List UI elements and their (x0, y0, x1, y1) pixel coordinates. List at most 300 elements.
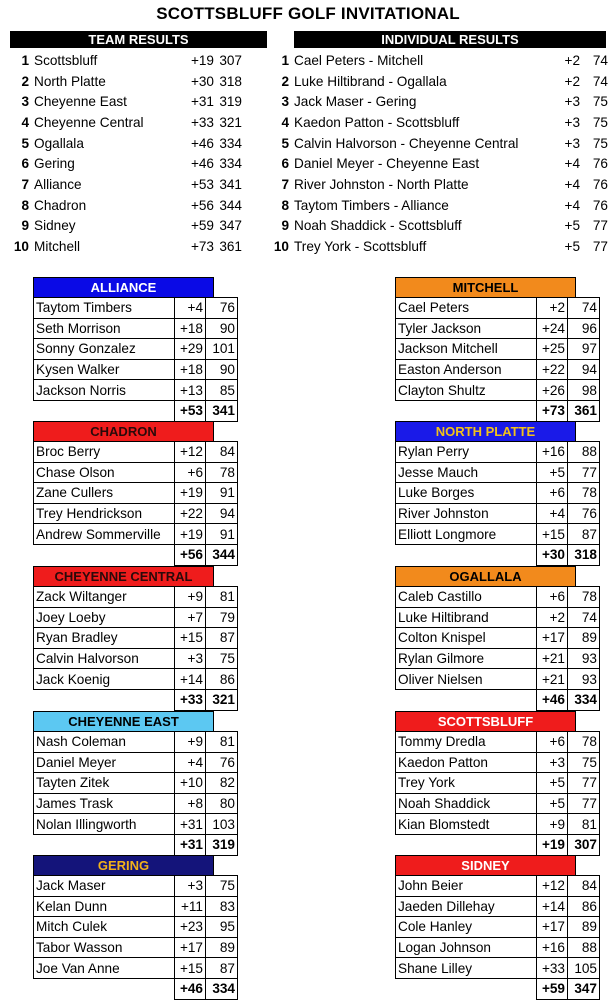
player-to-par: +19 (175, 483, 206, 504)
player-row (34, 607, 238, 628)
team-total-row (34, 689, 238, 710)
player-score: 103 (206, 814, 238, 835)
team-total-row (34, 400, 238, 421)
player-row (34, 339, 238, 360)
player-score: 77 (568, 793, 600, 814)
individual-result-row-score: 76 (592, 197, 608, 213)
individual-result-row (270, 153, 608, 174)
player-name: John Beier (396, 876, 537, 897)
player-row (396, 793, 600, 814)
player-to-par: +3 (175, 648, 206, 669)
player-score: 89 (568, 917, 600, 938)
player-row (34, 752, 238, 773)
individual-result-row (270, 112, 608, 133)
player-name: Taytom Timbers (34, 298, 175, 319)
player-name: Joey Loeby (34, 607, 175, 628)
team-result-row (12, 216, 242, 237)
team-result-row-to-par: +19 (190, 52, 214, 68)
player-name: River Johnston (396, 503, 537, 524)
player-name: Tabor Wasson (34, 937, 175, 958)
team-result-row-to-par: +56 (190, 197, 214, 213)
player-name: Cael Peters (396, 298, 537, 319)
player-to-par: +9 (175, 732, 206, 753)
player-name: James Trask (34, 793, 175, 814)
team-card-header: CHEYENNE EAST (33, 711, 214, 731)
team-total-score: 307 (568, 834, 600, 855)
player-to-par: +3 (175, 876, 206, 897)
player-name: Nash Coleman (34, 732, 175, 753)
player-to-par: +9 (537, 814, 568, 835)
team-result-row-name: North Platte (34, 73, 106, 89)
player-row (34, 814, 238, 835)
team-result-row-rank: 1 (21, 52, 29, 68)
player-score: 90 (206, 359, 238, 380)
player-score: 94 (206, 503, 238, 524)
player-name: Ryan Bradley (34, 628, 175, 649)
individual-result-row-name: Luke Hiltibrand - Ogallala (294, 73, 447, 89)
individual-result-row-score: 75 (592, 114, 608, 130)
player-score: 95 (206, 917, 238, 938)
player-score: 94 (568, 359, 600, 380)
individual-result-row (270, 216, 608, 237)
team-result-row-name: Gering (34, 156, 75, 172)
player-row (396, 628, 600, 649)
team-results-table (12, 50, 242, 257)
total-spacer (34, 544, 175, 565)
player-score: 81 (206, 587, 238, 608)
player-to-par: +26 (537, 380, 568, 401)
player-score: 89 (206, 937, 238, 958)
team-result-row-name: Chadron (34, 197, 87, 213)
individual-result-row-to-par: +2 (564, 52, 580, 68)
team-card-ogallala (395, 566, 597, 711)
player-row (34, 524, 238, 545)
team-result-row-score: 319 (219, 94, 242, 110)
player-row (396, 524, 600, 545)
total-spacer (34, 978, 175, 999)
player-to-par: +17 (537, 628, 568, 649)
individual-result-row-name: River Johnston - North Platte (294, 176, 469, 192)
player-to-par: +9 (175, 587, 206, 608)
player-row (396, 607, 600, 628)
team-total-to-par: +33 (175, 689, 206, 710)
player-name: Chase Olson (34, 462, 175, 483)
player-score: 75 (206, 648, 238, 669)
player-to-par: +23 (175, 917, 206, 938)
player-score: 91 (206, 524, 238, 545)
individual-result-row-score: 74 (592, 73, 608, 89)
player-name: Kelan Dunn (34, 896, 175, 917)
team-result-row-rank: 5 (21, 135, 29, 151)
team-result-row-rank: 3 (21, 94, 29, 110)
player-score: 93 (568, 669, 600, 690)
team-card-gering (33, 855, 235, 1000)
player-to-par: +18 (175, 318, 206, 339)
player-name: Kysen Walker (34, 359, 175, 380)
player-to-par: +2 (537, 298, 568, 319)
player-name: Kian Blomstedt (396, 814, 537, 835)
player-name: Calvin Halvorson (34, 648, 175, 669)
player-name: Logan Johnson (396, 937, 537, 958)
player-score: 78 (568, 483, 600, 504)
team-result-row-score: 347 (219, 218, 242, 234)
team-result-row-to-par: +46 (190, 135, 214, 151)
player-score: 88 (568, 442, 600, 463)
player-to-par: +12 (175, 442, 206, 463)
player-score: 87 (206, 958, 238, 979)
team-total-row (396, 978, 600, 999)
player-score: 78 (206, 462, 238, 483)
player-name: Tommy Dredla (396, 732, 537, 753)
player-score: 87 (568, 524, 600, 545)
team-result-row-rank: 7 (21, 176, 29, 192)
player-score: 89 (568, 628, 600, 649)
total-spacer (396, 689, 537, 710)
team-total-row (34, 834, 238, 855)
player-to-par: +14 (537, 896, 568, 917)
team-result-row-to-par: +73 (190, 239, 214, 255)
player-row (396, 937, 600, 958)
player-score: 82 (206, 773, 238, 794)
player-to-par: +29 (175, 339, 206, 360)
player-score: 81 (206, 732, 238, 753)
individual-result-row-to-par: +5 (564, 239, 580, 255)
team-card-cheyenne-east (33, 711, 235, 856)
team-total-score: 344 (206, 544, 238, 565)
player-row (34, 503, 238, 524)
team-total-to-par: +30 (537, 544, 568, 565)
team-result-row-rank: 8 (21, 197, 29, 213)
team-total-row (34, 544, 238, 565)
player-row (396, 814, 600, 835)
individual-result-row-score: 75 (592, 94, 608, 110)
player-score: 84 (568, 876, 600, 897)
team-card-header: ALLIANCE (33, 277, 214, 297)
player-name: Broc Berry (34, 442, 175, 463)
team-result-row (12, 112, 242, 133)
player-score: 84 (206, 442, 238, 463)
individual-result-row-rank: 4 (281, 114, 289, 130)
player-row (34, 958, 238, 979)
team-card-chadron (33, 421, 235, 566)
player-row (34, 732, 238, 753)
individual-result-row (270, 174, 608, 195)
player-to-par: +22 (175, 503, 206, 524)
player-to-par: +10 (175, 773, 206, 794)
team-total-to-par: +46 (175, 978, 206, 999)
individual-result-row-rank: 1 (281, 52, 289, 68)
team-card-cheyenne-central (33, 566, 235, 711)
team-total-row (34, 978, 238, 999)
player-name: Nolan Illingworth (34, 814, 175, 835)
player-to-par: +3 (537, 752, 568, 773)
player-row (396, 318, 600, 339)
individual-result-row (270, 71, 608, 92)
team-result-row-rank: 9 (21, 218, 29, 234)
player-row (34, 298, 238, 319)
team-result-row-rank: 4 (21, 114, 29, 130)
individual-result-row-name: Kaedon Patton - Scottsbluff (294, 114, 460, 130)
individual-result-row-score: 76 (592, 176, 608, 192)
player-row (396, 339, 600, 360)
team-card-header: CHADRON (33, 421, 214, 441)
team-result-row-score: 361 (219, 239, 242, 255)
individual-result-row-to-par: +3 (564, 135, 580, 151)
player-to-par: +31 (175, 814, 206, 835)
player-to-par: +8 (175, 793, 206, 814)
player-row (396, 587, 600, 608)
total-spacer (396, 544, 537, 565)
player-to-par: +12 (537, 876, 568, 897)
individual-result-row-to-par: +5 (564, 218, 580, 234)
player-row (396, 359, 600, 380)
player-score: 78 (568, 587, 600, 608)
player-to-par: +19 (175, 524, 206, 545)
individual-result-row-rank: 2 (281, 73, 289, 89)
individual-result-row (270, 195, 608, 216)
player-row (34, 628, 238, 649)
player-score: 76 (568, 503, 600, 524)
team-result-row-score: 341 (219, 176, 242, 192)
player-row (34, 937, 238, 958)
player-name: Rylan Perry (396, 442, 537, 463)
individual-result-row-name: Jack Maser - Gering (294, 94, 417, 110)
player-row (34, 896, 238, 917)
player-row (34, 876, 238, 897)
player-to-par: +5 (537, 462, 568, 483)
player-name: Caleb Castillo (396, 587, 537, 608)
player-score: 77 (568, 462, 600, 483)
player-row (396, 876, 600, 897)
team-result-row (12, 174, 242, 195)
team-total-score: 334 (206, 978, 238, 999)
player-name: Jaeden Dillehay (396, 896, 537, 917)
team-result-row-rank: 6 (21, 156, 29, 172)
team-result-row (12, 50, 242, 71)
player-name: Joe Van Anne (34, 958, 175, 979)
total-spacer (34, 834, 175, 855)
player-name: Seth Morrison (34, 318, 175, 339)
player-row (34, 793, 238, 814)
team-result-row-score: 334 (219, 156, 242, 172)
player-score: 105 (568, 958, 600, 979)
player-score: 86 (568, 896, 600, 917)
team-result-row (12, 133, 242, 154)
player-name: Clayton Shultz (396, 380, 537, 401)
player-name: Sonny Gonzalez (34, 339, 175, 360)
player-score: 101 (206, 339, 238, 360)
team-result-row-score: 321 (219, 114, 242, 130)
player-to-par: +15 (175, 628, 206, 649)
player-score: 80 (206, 793, 238, 814)
player-name: Daniel Meyer (34, 752, 175, 773)
player-to-par: +2 (537, 607, 568, 628)
player-to-par: +4 (537, 503, 568, 524)
individual-result-row-to-par: +2 (564, 73, 580, 89)
player-to-par: +14 (175, 669, 206, 690)
player-score: 91 (206, 483, 238, 504)
player-name: Noah Shaddick (396, 793, 537, 814)
player-name: Jack Maser (34, 876, 175, 897)
player-row (34, 587, 238, 608)
player-row (34, 462, 238, 483)
player-to-par: +4 (175, 298, 206, 319)
team-result-row-to-par: +59 (190, 218, 214, 234)
team-result-row-to-par: +53 (190, 176, 214, 192)
player-row (396, 648, 600, 669)
player-row (396, 752, 600, 773)
player-row (34, 917, 238, 938)
player-name: Easton Anderson (396, 359, 537, 380)
total-spacer (34, 689, 175, 710)
team-total-score: 321 (206, 689, 238, 710)
team-total-to-par: +46 (537, 689, 568, 710)
player-score: 96 (568, 318, 600, 339)
player-row (396, 732, 600, 753)
team-result-row-to-par: +30 (190, 73, 214, 89)
player-to-par: +21 (537, 669, 568, 690)
individual-result-row-score: 77 (592, 218, 608, 234)
player-row (396, 298, 600, 319)
player-row (34, 359, 238, 380)
player-to-par: +13 (175, 380, 206, 401)
team-result-row-score: 344 (219, 197, 242, 213)
team-card-sidney (395, 855, 597, 1000)
player-name: Luke Hiltibrand (396, 607, 537, 628)
player-row (34, 318, 238, 339)
individual-result-row-rank: 3 (281, 94, 289, 110)
team-result-row-score: 318 (219, 73, 242, 89)
player-to-par: +17 (175, 937, 206, 958)
individual-result-row-rank: 7 (281, 176, 289, 192)
player-to-par: +6 (537, 732, 568, 753)
individual-results-table (270, 50, 608, 257)
player-to-par: +33 (537, 958, 568, 979)
team-result-row (12, 91, 242, 112)
team-result-row-score: 307 (219, 52, 242, 68)
individual-result-row-to-par: +4 (564, 197, 580, 213)
player-to-par: +16 (537, 937, 568, 958)
player-row (34, 442, 238, 463)
team-card-header: NORTH PLATTE (395, 421, 576, 441)
player-name: Colton Knispel (396, 628, 537, 649)
individual-result-row-rank: 10 (273, 239, 289, 255)
player-to-par: +22 (537, 359, 568, 380)
player-score: 87 (206, 628, 238, 649)
player-name: Luke Borges (396, 483, 537, 504)
team-total-to-par: +31 (175, 834, 206, 855)
player-score: 98 (568, 380, 600, 401)
team-total-to-par: +59 (537, 978, 568, 999)
team-result-row-name: Mitchell (34, 239, 81, 255)
player-name: Elliott Longmore (396, 524, 537, 545)
individual-result-row-to-par: +4 (564, 176, 580, 192)
team-result-row-to-par: +33 (190, 114, 214, 130)
individual-result-row (270, 50, 608, 71)
player-row (34, 380, 238, 401)
player-row (396, 462, 600, 483)
total-spacer (34, 400, 175, 421)
player-score: 75 (206, 876, 238, 897)
player-row (396, 917, 600, 938)
player-score: 76 (206, 298, 238, 319)
player-to-par: +25 (537, 339, 568, 360)
total-spacer (396, 834, 537, 855)
team-total-to-par: +53 (175, 400, 206, 421)
player-score: 81 (568, 814, 600, 835)
player-score: 83 (206, 896, 238, 917)
player-to-par: +5 (537, 773, 568, 794)
player-to-par: +5 (537, 793, 568, 814)
player-row (396, 380, 600, 401)
individual-result-row-rank: 8 (281, 197, 289, 213)
player-score: 74 (568, 298, 600, 319)
team-card-header: MITCHELL (395, 277, 576, 297)
individual-result-row-name: Trey York - Scottsbluff (294, 239, 427, 255)
individual-result-row (270, 133, 608, 154)
team-result-row (12, 195, 242, 216)
team-card-header: GERING (33, 855, 214, 875)
individual-result-row-name: Daniel Meyer - Cheyenne East (294, 156, 480, 172)
player-to-par: +11 (175, 896, 206, 917)
player-name: Tayten Zitek (34, 773, 175, 794)
player-score: 85 (206, 380, 238, 401)
team-total-row (396, 689, 600, 710)
player-score: 78 (568, 732, 600, 753)
player-row (396, 483, 600, 504)
player-name: Jesse Mauch (396, 462, 537, 483)
player-name: Jackson Mitchell (396, 339, 537, 360)
player-row (396, 442, 600, 463)
player-score: 74 (568, 607, 600, 628)
player-to-par: +24 (537, 318, 568, 339)
individual-result-row-rank: 9 (281, 218, 289, 234)
individual-result-row (270, 236, 608, 257)
player-name: Cole Hanley (396, 917, 537, 938)
player-score: 76 (206, 752, 238, 773)
team-total-score: 334 (568, 689, 600, 710)
team-card-header: OGALLALA (395, 566, 576, 586)
team-result-row (12, 236, 242, 257)
player-name: Zane Cullers (34, 483, 175, 504)
player-row (396, 958, 600, 979)
individual-result-row-name: Taytom Timbers - Alliance (294, 197, 449, 213)
player-score: 97 (568, 339, 600, 360)
team-result-row-to-par: +31 (190, 94, 214, 110)
team-result-row-name: Scottsbluff (34, 52, 98, 68)
individual-result-row-name: Calvin Halvorson - Cheyenne Central (294, 135, 519, 151)
player-row (34, 773, 238, 794)
team-results-header: TEAM RESULTS (10, 31, 267, 48)
team-total-to-par: +73 (537, 400, 568, 421)
team-result-row-rank: 10 (13, 239, 29, 255)
player-row (34, 648, 238, 669)
team-total-score: 361 (568, 400, 600, 421)
individual-result-row-rank: 6 (281, 156, 289, 172)
team-card-header: SCOTTSBLUFF (395, 711, 576, 731)
individual-result-row-score: 77 (592, 239, 608, 255)
team-card-mitchell (395, 277, 597, 422)
player-name: Trey Hendrickson (34, 503, 175, 524)
individual-result-row-to-par: +3 (564, 94, 580, 110)
team-result-row (12, 71, 242, 92)
player-score: 75 (568, 752, 600, 773)
player-score: 86 (206, 669, 238, 690)
player-name: Rylan Gilmore (396, 648, 537, 669)
player-name: Kaedon Patton (396, 752, 537, 773)
team-total-score: 318 (568, 544, 600, 565)
player-row (396, 503, 600, 524)
